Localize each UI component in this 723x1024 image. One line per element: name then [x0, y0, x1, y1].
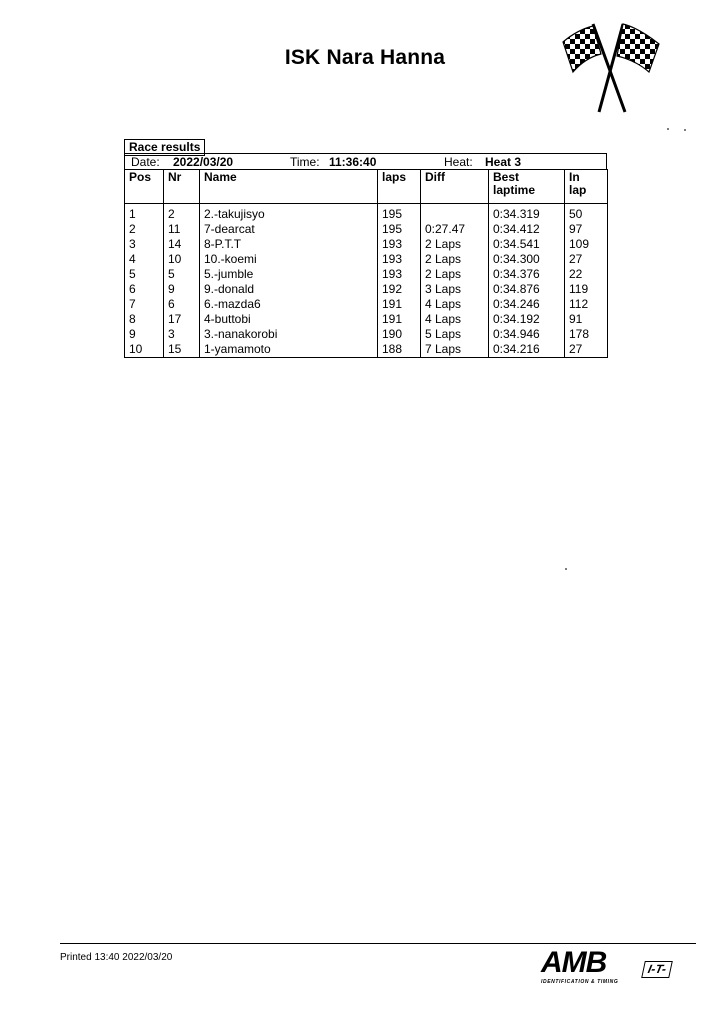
logo-name: AMB — [541, 946, 607, 979]
cell-best: 0:34.946 — [489, 327, 565, 342]
table-row — [125, 252, 608, 267]
col-best-line1: Best — [493, 170, 520, 184]
table-row — [125, 222, 608, 237]
logo-badge: I-T- — [641, 961, 673, 978]
col-laps: laps — [378, 170, 421, 204]
cell-laps: 193 — [378, 267, 421, 282]
cell-name: 1-yamamoto — [200, 342, 378, 358]
cell-name: 2.-takujisyo — [200, 204, 378, 223]
table-row — [125, 327, 608, 342]
cell-name: 3.-nanakorobi — [200, 327, 378, 342]
col-best-laptime — [489, 170, 565, 204]
cell-laps: 190 — [378, 327, 421, 342]
scan-speck — [684, 129, 686, 131]
cell-name: 5.-jumble — [200, 267, 378, 282]
cell-nr: 9 — [164, 282, 200, 297]
cell-pos: 6 — [129, 282, 136, 296]
cell-inlap: 109 — [565, 237, 608, 252]
cell-name: 6.-mazda6 — [200, 297, 378, 312]
cell-pos: 2 — [129, 222, 136, 236]
col-nr: Nr — [164, 170, 200, 204]
cell-name: 8-P.T.T — [200, 237, 378, 252]
cell-best: 0:34.376 — [489, 267, 565, 282]
cell-diff: 4 Laps — [421, 312, 489, 327]
cell-pos: 8 — [129, 312, 136, 326]
cell-diff: 5 Laps — [421, 327, 489, 342]
cell-best: 0:34.300 — [489, 252, 565, 267]
cell-diff — [421, 204, 489, 223]
cell-laps: 191 — [378, 312, 421, 327]
logo-tagline: IDENTIFICATION & TIMING — [541, 979, 619, 985]
cell-name: 7-dearcat — [200, 222, 378, 237]
cell-laps: 191 — [378, 297, 421, 312]
cell-diff: 7 Laps — [421, 342, 489, 358]
cell-diff: 4 Laps — [421, 297, 489, 312]
col-inlap-line2: lap — [569, 183, 587, 197]
cell-laps: 195 — [378, 222, 421, 237]
cell-name: 10.-koemi — [200, 252, 378, 267]
table-row — [125, 204, 608, 223]
cell-inlap: 178 — [565, 327, 608, 342]
cell-inlap: 27 — [565, 342, 608, 358]
cell-pos: 10 — [129, 342, 143, 356]
cell-inlap: 27 — [565, 252, 608, 267]
heat-value: Heat 3 — [485, 155, 522, 169]
scan-speck — [667, 128, 669, 130]
table-row — [125, 297, 608, 312]
checkered-flags-icon — [555, 14, 665, 114]
date-label: Date: — [131, 155, 160, 169]
amb-logo — [541, 948, 689, 988]
cell-nr: 11 — [164, 222, 200, 237]
cell-nr: 17 — [164, 312, 200, 327]
table-row — [125, 237, 608, 252]
cell-nr: 10 — [164, 252, 200, 267]
cell-pos: 3 — [129, 237, 136, 251]
col-pos: Pos — [125, 170, 164, 204]
table-header-row — [125, 170, 608, 204]
cell-pos: 1 — [129, 207, 136, 221]
cell-laps: 193 — [378, 237, 421, 252]
printed-timestamp: Printed 13:40 2022/03/20 — [60, 952, 173, 963]
table-row — [125, 312, 608, 327]
cell-inlap: 50 — [565, 204, 608, 223]
cell-best: 0:34.319 — [489, 204, 565, 223]
cell-inlap: 22 — [565, 267, 608, 282]
cell-diff: 2 Laps — [421, 252, 489, 267]
cell-nr: 5 — [164, 267, 200, 282]
cell-best: 0:34.541 — [489, 237, 565, 252]
cell-inlap: 97 — [565, 222, 608, 237]
race-info-row — [124, 153, 607, 169]
cell-best: 0:34.876 — [489, 282, 565, 297]
time-value: 11:36:40 — [329, 155, 377, 169]
heat-label: Heat: — [444, 155, 473, 169]
page-title: ISK Nara Hanna — [284, 46, 446, 69]
cell-diff: 2 Laps — [421, 237, 489, 252]
cell-best: 0:34.412 — [489, 222, 565, 237]
cell-name: 4-buttobi — [200, 312, 378, 327]
cell-name: 9.-donald — [200, 282, 378, 297]
cell-pos: 9 — [129, 327, 136, 341]
col-inlap-line1: In — [569, 170, 580, 184]
cell-laps: 193 — [378, 252, 421, 267]
cell-pos: 7 — [129, 297, 136, 311]
cell-nr: 3 — [164, 327, 200, 342]
scan-speck — [565, 568, 567, 570]
footer-divider — [60, 943, 696, 944]
col-diff: Diff — [421, 170, 489, 204]
cell-nr: 6 — [164, 297, 200, 312]
cell-inlap: 119 — [565, 282, 608, 297]
race-results-label: Race results — [124, 139, 205, 156]
cell-nr: 14 — [164, 237, 200, 252]
cell-diff: 2 Laps — [421, 267, 489, 282]
cell-inlap: 91 — [565, 312, 608, 327]
table-row — [125, 282, 608, 297]
col-best-line2: laptime — [493, 183, 536, 197]
cell-best: 0:34.246 — [489, 297, 565, 312]
cell-nr: 2 — [164, 204, 200, 223]
cell-diff: 3 Laps — [421, 282, 489, 297]
cell-laps: 192 — [378, 282, 421, 297]
time-label: Time: — [290, 155, 320, 169]
cell-laps: 188 — [378, 342, 421, 358]
results-body — [125, 204, 608, 358]
cell-nr: 15 — [164, 342, 200, 358]
col-in-lap — [565, 170, 608, 204]
date-value: 2022/03/20 — [173, 155, 234, 169]
cell-inlap: 112 — [565, 297, 608, 312]
table-row — [125, 342, 608, 358]
col-name: Name — [200, 170, 378, 204]
cell-laps: 195 — [378, 204, 421, 223]
cell-best: 0:34.216 — [489, 342, 565, 358]
cell-pos: 5 — [129, 267, 136, 281]
cell-pos: 4 — [129, 252, 136, 266]
cell-diff: 0:27.47 — [421, 222, 489, 237]
cell-best: 0:34.192 — [489, 312, 565, 327]
table-row — [125, 267, 608, 282]
results-table — [124, 169, 608, 358]
